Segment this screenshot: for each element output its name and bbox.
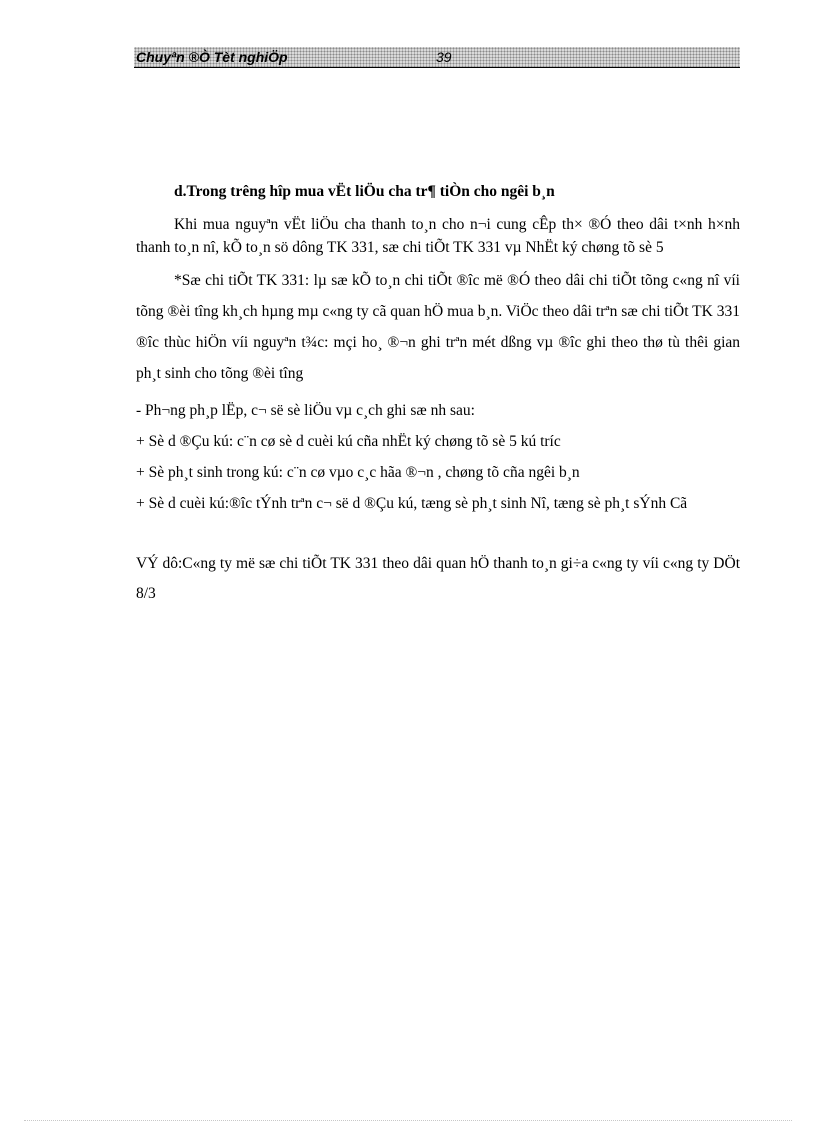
page-header <box>134 47 740 68</box>
paragraph-opening-balance: + Sè d ®Çu kú: c¨n cø sè d cuèi kú cña nhËt ký chøng tõ sè 5 kú tríc <box>136 433 561 450</box>
paragraph-ledger-description: *Sæ chi tiÕt TK 331: lµ sæ kÕ to¸n chi tiÕt ®îc më ®Ó theo dâi chi tiÕt tõng c«ng nî víi tõng ®èi tîng kh¸ch hµng mµ c«ng ty cã quan hÖ mua b¸n. ViÖc theo dâi trªn sæ chi tiÕt TK 331 ®îc thùc hiÖn víi nguyªn t¾c: mçi ho¸ ®¬n ghi trªn mét dßng vµ ®îc ghi theo thø tù thêi gian ph¸t sinh cho tõng ®èi tîng <box>136 272 740 382</box>
document-title: Chuyªn ®Ò Tèt nghiÖp <box>136 49 288 65</box>
paragraph-intro: Khi mua nguyªn vËt liÖu cha thanh to¸n cho n¬i cung cÊp th× ®Ó theo dâi t×nh h×nh thanh to¸n nî, kÕ to¸n sö dông TK 331, sæ chi tiÕt TK 331 vµ NhËt ký chøng tõ sè 5 <box>136 216 740 256</box>
paragraph-closing-balance: + Sè d cuèi kú:®îc tÝnh trªn c¬ së d ®Çu kú, tæng sè ph¸t sinh Nî, tæng sè ph¸t sÝnh Cã <box>136 495 688 512</box>
paragraph-method: - Ph¬ng ph¸p lËp, c¬ së sè liÖu vµ c¸ch ghi sæ nh sau: <box>136 402 475 419</box>
document-body <box>136 183 740 609</box>
section-heading: d.Trong trêng hîp mua vËt liÖu cha tr¶ tiÒn cho ngêi b¸n <box>174 183 555 200</box>
page-bottom-border <box>24 1120 792 1121</box>
page-number: 39 <box>436 49 452 65</box>
paragraph-period-transactions: + Sè ph¸t sinh trong kú: c¨n cø vµo c¸c hãa ®¬n , chøng tõ cña ngêi b¸n <box>136 464 580 481</box>
paragraph-example: VÝ dô:C«ng ty më sæ chi tiÕt TK 331 theo dâi quan hÖ thanh to¸n gi÷a c«ng ty víi c«ng ty DÖt 8/3 <box>136 555 740 602</box>
